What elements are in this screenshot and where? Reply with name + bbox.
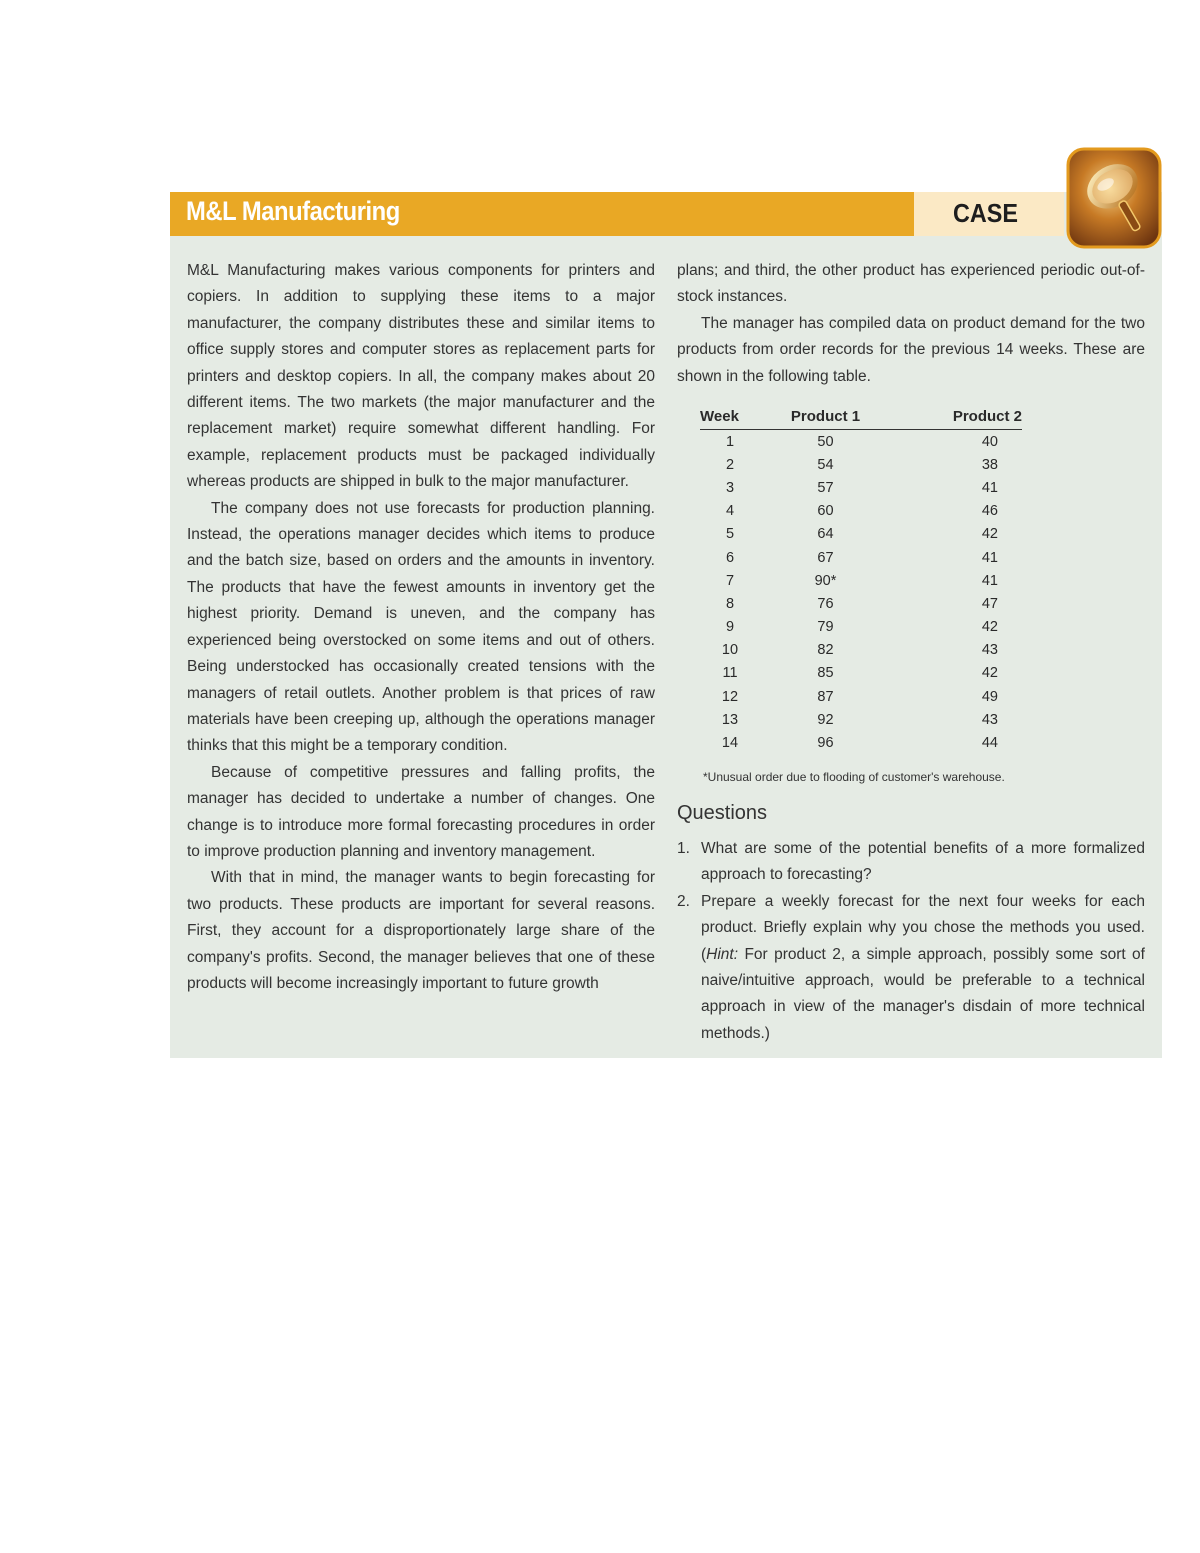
table-row (700, 731, 1022, 754)
question-text-part: Prepare a weekly forecast for the next four weeks for each product. Briefly explain why you chose the methods you used. ( (701, 892, 1145, 963)
body-left-column (187, 258, 655, 997)
case-title: M&L Manufacturing (186, 196, 400, 226)
week-cell: 9 (725, 619, 735, 636)
product-1-cell: 87 (817, 688, 834, 705)
table-row (700, 592, 1022, 615)
product-1-cell: 79 (817, 619, 834, 636)
product-2-cell: 41 (981, 549, 998, 566)
table-row (700, 569, 1022, 592)
product-1-cell: 67 (817, 549, 834, 566)
product-2-cell: 40 (981, 433, 998, 450)
table-row (700, 639, 1022, 662)
body-right-column (677, 258, 1145, 390)
paragraph: With that in mind, the manager wants to begin forecasting for two products. These products are important for several reasons. First, they account for a disproportionately large share of the company's profits. Second, the manager believes that one of these products will become increasingly important to future growth (187, 869, 655, 992)
product-2-cell: 46 (981, 503, 998, 520)
week-cell: 10 (721, 642, 739, 659)
product-1-cell: 57 (817, 479, 834, 496)
product-2-cell: 47 (981, 595, 998, 612)
product-1-cell: 85 (817, 665, 834, 682)
paragraph: M&L Manufacturing makes various components for printers and copiers. In addition to supplying these items to a major manufacturer, the company distributes these and similar items to office supply stores and computer stores as replacement parts for printers and desktop copiers. In all, the company makes about 20 different items. The two markets (the major manufacturer and the replacement market) require somewhat different handling. For example, replacement products must be packaged individually whereas products are shipped in bulk to the major manufacturer. (187, 262, 655, 491)
paragraph: plans; and third, the other product has experienced periodic out-of-stock instances. (677, 262, 1145, 306)
week-cell: 3 (725, 479, 735, 496)
table-row (700, 453, 1022, 476)
column-header-product-1: Product 1 (760, 406, 891, 430)
product-2-cell: 43 (981, 642, 998, 659)
product-1-cell: 64 (817, 526, 834, 543)
question-text (701, 889, 1145, 1047)
paragraph: The manager has compiled data on product demand for the two products from order records for the previous 14 weeks. These are shown in the following table. (677, 314, 1145, 385)
week-cell: 7 (725, 572, 735, 589)
product-2-cell: 43 (981, 711, 998, 728)
table-row (700, 523, 1022, 546)
week-cell: 1 (725, 433, 735, 450)
column-header-product-2: Product 2 (891, 406, 1022, 430)
week-cell: 6 (725, 549, 735, 566)
questions-list (677, 836, 1145, 1047)
week-cell: 5 (725, 526, 735, 543)
question-item (677, 836, 1145, 889)
product-1-cell: 76 (817, 595, 834, 612)
table-row (700, 500, 1022, 523)
table-row (700, 685, 1022, 708)
table-row (700, 476, 1022, 499)
question-number: 1. (677, 840, 690, 857)
product-2-cell: 49 (981, 688, 998, 705)
question-text: What are some of the potential benefits of a more formalized approach to forecasting? (701, 840, 1145, 884)
week-cell: 4 (725, 503, 735, 520)
question-text-part: For product 2, a simple approach, possibly some sort of naive/intuitive approach, would be preferable to a technical approach in view of the manager's disdain of more technical methods.) (701, 945, 1145, 1042)
product-1-cell: 60 (817, 503, 834, 520)
column-header-week: Week (700, 406, 760, 430)
product-1-cell: 82 (817, 642, 834, 659)
product-2-cell: 41 (981, 572, 998, 589)
product-2-cell: 38 (981, 456, 998, 473)
product-2-cell: 42 (981, 665, 998, 682)
product-2-cell: 42 (981, 619, 998, 636)
magnifying-glass-icon (1066, 147, 1162, 249)
product-1-cell: 92 (817, 711, 834, 728)
week-cell: 13 (721, 711, 739, 728)
week-cell: 12 (721, 688, 739, 705)
case-label: CASE (953, 198, 1019, 228)
product-1-cell: 50 (817, 433, 834, 450)
product-1-cell: 90* (814, 572, 837, 589)
table-row (700, 708, 1022, 731)
week-cell: 2 (725, 456, 735, 473)
demand-table (700, 406, 1022, 755)
product-2-cell: 42 (981, 526, 998, 543)
table-footnote: *Unusual order due to flooding of customer's warehouse. (703, 770, 1005, 784)
product-1-cell: 54 (817, 456, 834, 473)
table-row (700, 662, 1022, 685)
table-row (700, 430, 1022, 454)
question-item (677, 889, 1145, 1047)
paragraph: Because of competitive pressures and falling profits, the manager has decided to undertake a number of changes. One change is to introduce more formal forecasting procedures in order to improve production planning and inventory management. (187, 763, 655, 860)
table-header-row (700, 406, 1022, 430)
week-cell: 8 (725, 595, 735, 612)
week-cell: 11 (722, 665, 738, 682)
paragraph: The company does not use forecasts for production planning. Instead, the operations manager decides which items to produce and the batch size, based on orders and the amounts in inventory. The products that have the fewest amounts in inventory get the highest priority. Demand is uneven, and the company has experienced being overstocked on some items and out of others. Being understocked has occasionally created tensions with the managers of retail outlets. Another problem is that prices of raw materials have been creeping up, although the operations manager thinks that this might be a temporary condition. (187, 499, 655, 755)
table-row (700, 546, 1022, 569)
question-number: 2. (677, 892, 690, 910)
questions-heading: Questions (677, 802, 768, 824)
table-row (700, 616, 1022, 639)
week-cell: 14 (721, 735, 739, 752)
product-2-cell: 41 (981, 479, 998, 496)
product-1-cell: 96 (817, 735, 834, 752)
product-2-cell: 44 (981, 735, 998, 752)
hint-label: Hint: (706, 945, 739, 963)
